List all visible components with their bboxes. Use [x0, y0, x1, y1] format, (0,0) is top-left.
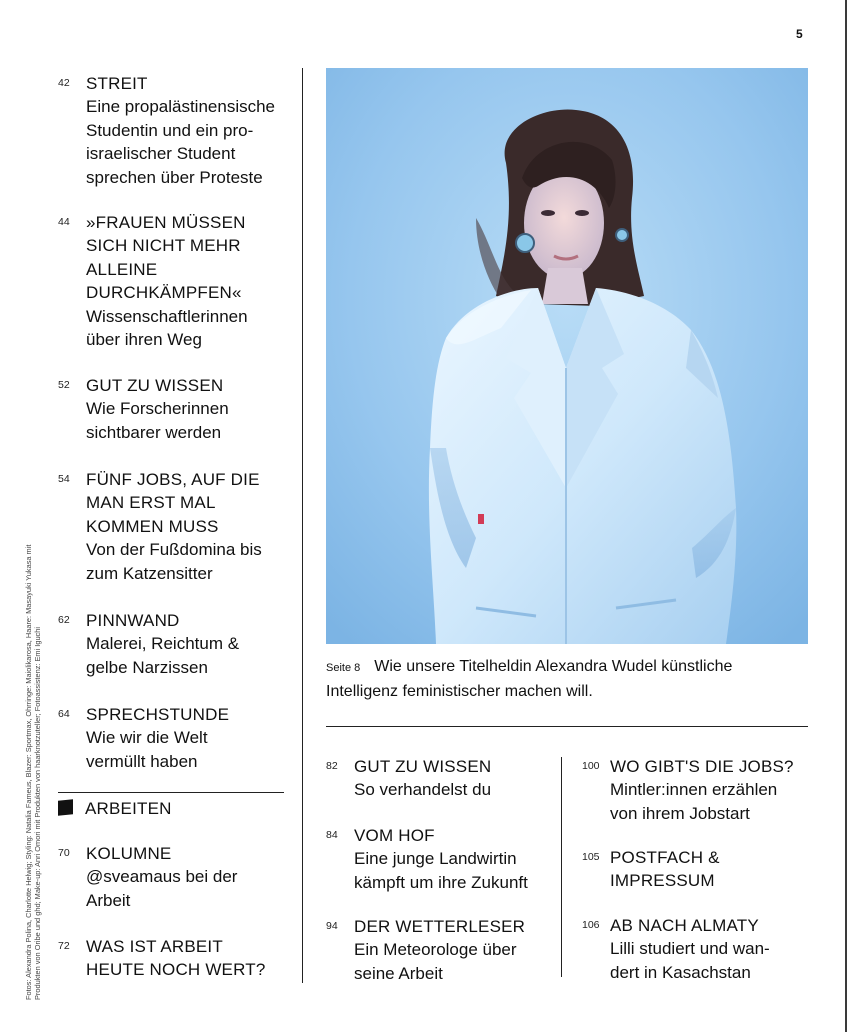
toc-page-number: 54 — [58, 473, 70, 485]
toc-title: VOM HOF — [354, 826, 435, 845]
toc-description: sprechen über Proteste — [86, 167, 263, 187]
toc-title: STREIT — [86, 74, 148, 93]
toc-description: kämpft um ihre Zukunft — [354, 872, 528, 892]
toc-title: WO GIBT'S DIE JOBS? — [610, 757, 794, 776]
toc-page-number: 100 — [582, 760, 600, 772]
toc-description: Eine propalästinensische — [86, 97, 276, 117]
toc-page-number: 106 — [582, 919, 600, 931]
toc-page-number: 62 — [58, 614, 70, 626]
toc-description: Studentin und ein pro- — [86, 120, 254, 140]
toc-title: KOLUMNE — [86, 844, 172, 863]
toc-description: Wie Forscherinnen — [86, 399, 229, 419]
caption-text-line-1: Wie unsere Titelheldin Alexandra Wudel künstliche — [374, 658, 733, 675]
toc-description: Lilli studiert und wan- — [610, 939, 770, 959]
toc-title: IMPRESSUM — [610, 871, 715, 891]
toc-description: gelbe Narzissen — [86, 657, 208, 677]
toc-description: Eine junge Landwirtin — [354, 849, 517, 869]
bottom-column-divider — [561, 757, 562, 977]
toc-description: über ihren Weg — [86, 330, 202, 350]
toc-description: von ihrem Jobstart — [610, 803, 750, 823]
section-label: ARBEITEN — [85, 799, 172, 818]
toc-description: Von der Fußdomina bis — [86, 540, 262, 560]
toc-description: zum Katzensitter — [86, 563, 213, 583]
toc-description: Wie wir die Welt — [86, 728, 208, 748]
toc-page-number: 82 — [326, 760, 338, 772]
toc-page-number: 72 — [58, 940, 70, 952]
toc-description: seine Arbeit — [354, 963, 443, 983]
toc-title: ALLEINE — [86, 259, 158, 279]
photo-caption — [326, 655, 808, 704]
cover-photo — [326, 68, 808, 644]
credits-line-2: Produkten von Oribe und ghd; Make-up: Anri Omori mit Produkten von haarknotzuteller; Fotoassistenz: Emi Iguchi — [33, 627, 42, 1000]
toc-title: GUT ZU WISSEN — [86, 376, 224, 395]
section-marker-icon — [58, 799, 73, 816]
toc-description: israelischer Student — [86, 144, 236, 164]
toc-title: PINNWAND — [86, 611, 180, 630]
toc-title: DURCHKÄMPFEN« — [86, 283, 242, 303]
toc-title: KOMMEN MUSS — [86, 516, 219, 536]
toc-title: SPRECHSTUNDE — [86, 705, 230, 724]
toc-description: So verhandelst du — [354, 780, 492, 800]
toc-description: Wissenschaftlerinnen — [86, 306, 248, 326]
toc-page-number: 70 — [58, 847, 70, 859]
toc-page-number: 105 — [582, 851, 600, 863]
caption-text-line-2: Intelligenz feministischer machen will. — [326, 683, 593, 700]
toc-title: AB NACH ALMATY — [610, 916, 759, 935]
toc-title: »FRAUEN MÜSSEN — [86, 213, 246, 232]
toc-title: SICH NICHT MEHR — [86, 236, 241, 256]
toc-description: vermüllt haben — [86, 751, 198, 771]
toc-description: Malerei, Reichtum & — [86, 634, 240, 654]
toc-description: Arbeit — [86, 890, 131, 910]
horizontal-divider — [326, 726, 808, 727]
toc-description: dert in Kasachstan — [610, 962, 751, 982]
toc-page-number: 42 — [58, 77, 70, 89]
toc-title: HEUTE NOCH WERT? — [86, 960, 266, 980]
toc-title: DER WETTERLESER — [354, 917, 526, 936]
toc-title: FÜNF JOBS, AUF DIE — [86, 470, 260, 489]
toc-title: MAN ERST MAL — [86, 493, 216, 513]
toc-description: Mintler:innen erzählen — [610, 780, 778, 800]
page-number: 5 — [796, 27, 803, 41]
toc-title: WAS IST ARBEIT — [86, 937, 223, 956]
credits-line-1: Fotos: Alexandra Polina, Charlotte Helwig; Styling: Natalia Fameus, Blazer: Sportmax, Ohrringe: Maiolikarosa, Haare: Masayuki Yukasa mit — [24, 544, 33, 1000]
toc-page-number: 44 — [58, 216, 70, 228]
toc-title: POSTFACH & — [610, 848, 720, 867]
caption-page-ref[interactable]: Seite 8 — [326, 662, 361, 674]
toc-page-number: 84 — [326, 829, 338, 841]
toc-page-number: 64 — [58, 708, 70, 720]
toc-page-number: 94 — [326, 920, 338, 932]
column-divider — [302, 68, 303, 983]
section-rule — [58, 792, 284, 793]
toc-description: Ein Meteorologe über — [354, 940, 517, 960]
toc-description: @sveamaus bei der — [86, 867, 238, 887]
toc-page-number: 52 — [58, 379, 70, 391]
toc-title: GUT ZU WISSEN — [354, 757, 492, 776]
photo-credits — [24, 440, 42, 1000]
page-edge — [845, 0, 847, 1032]
toc-description: sichtbarer werden — [86, 422, 222, 442]
